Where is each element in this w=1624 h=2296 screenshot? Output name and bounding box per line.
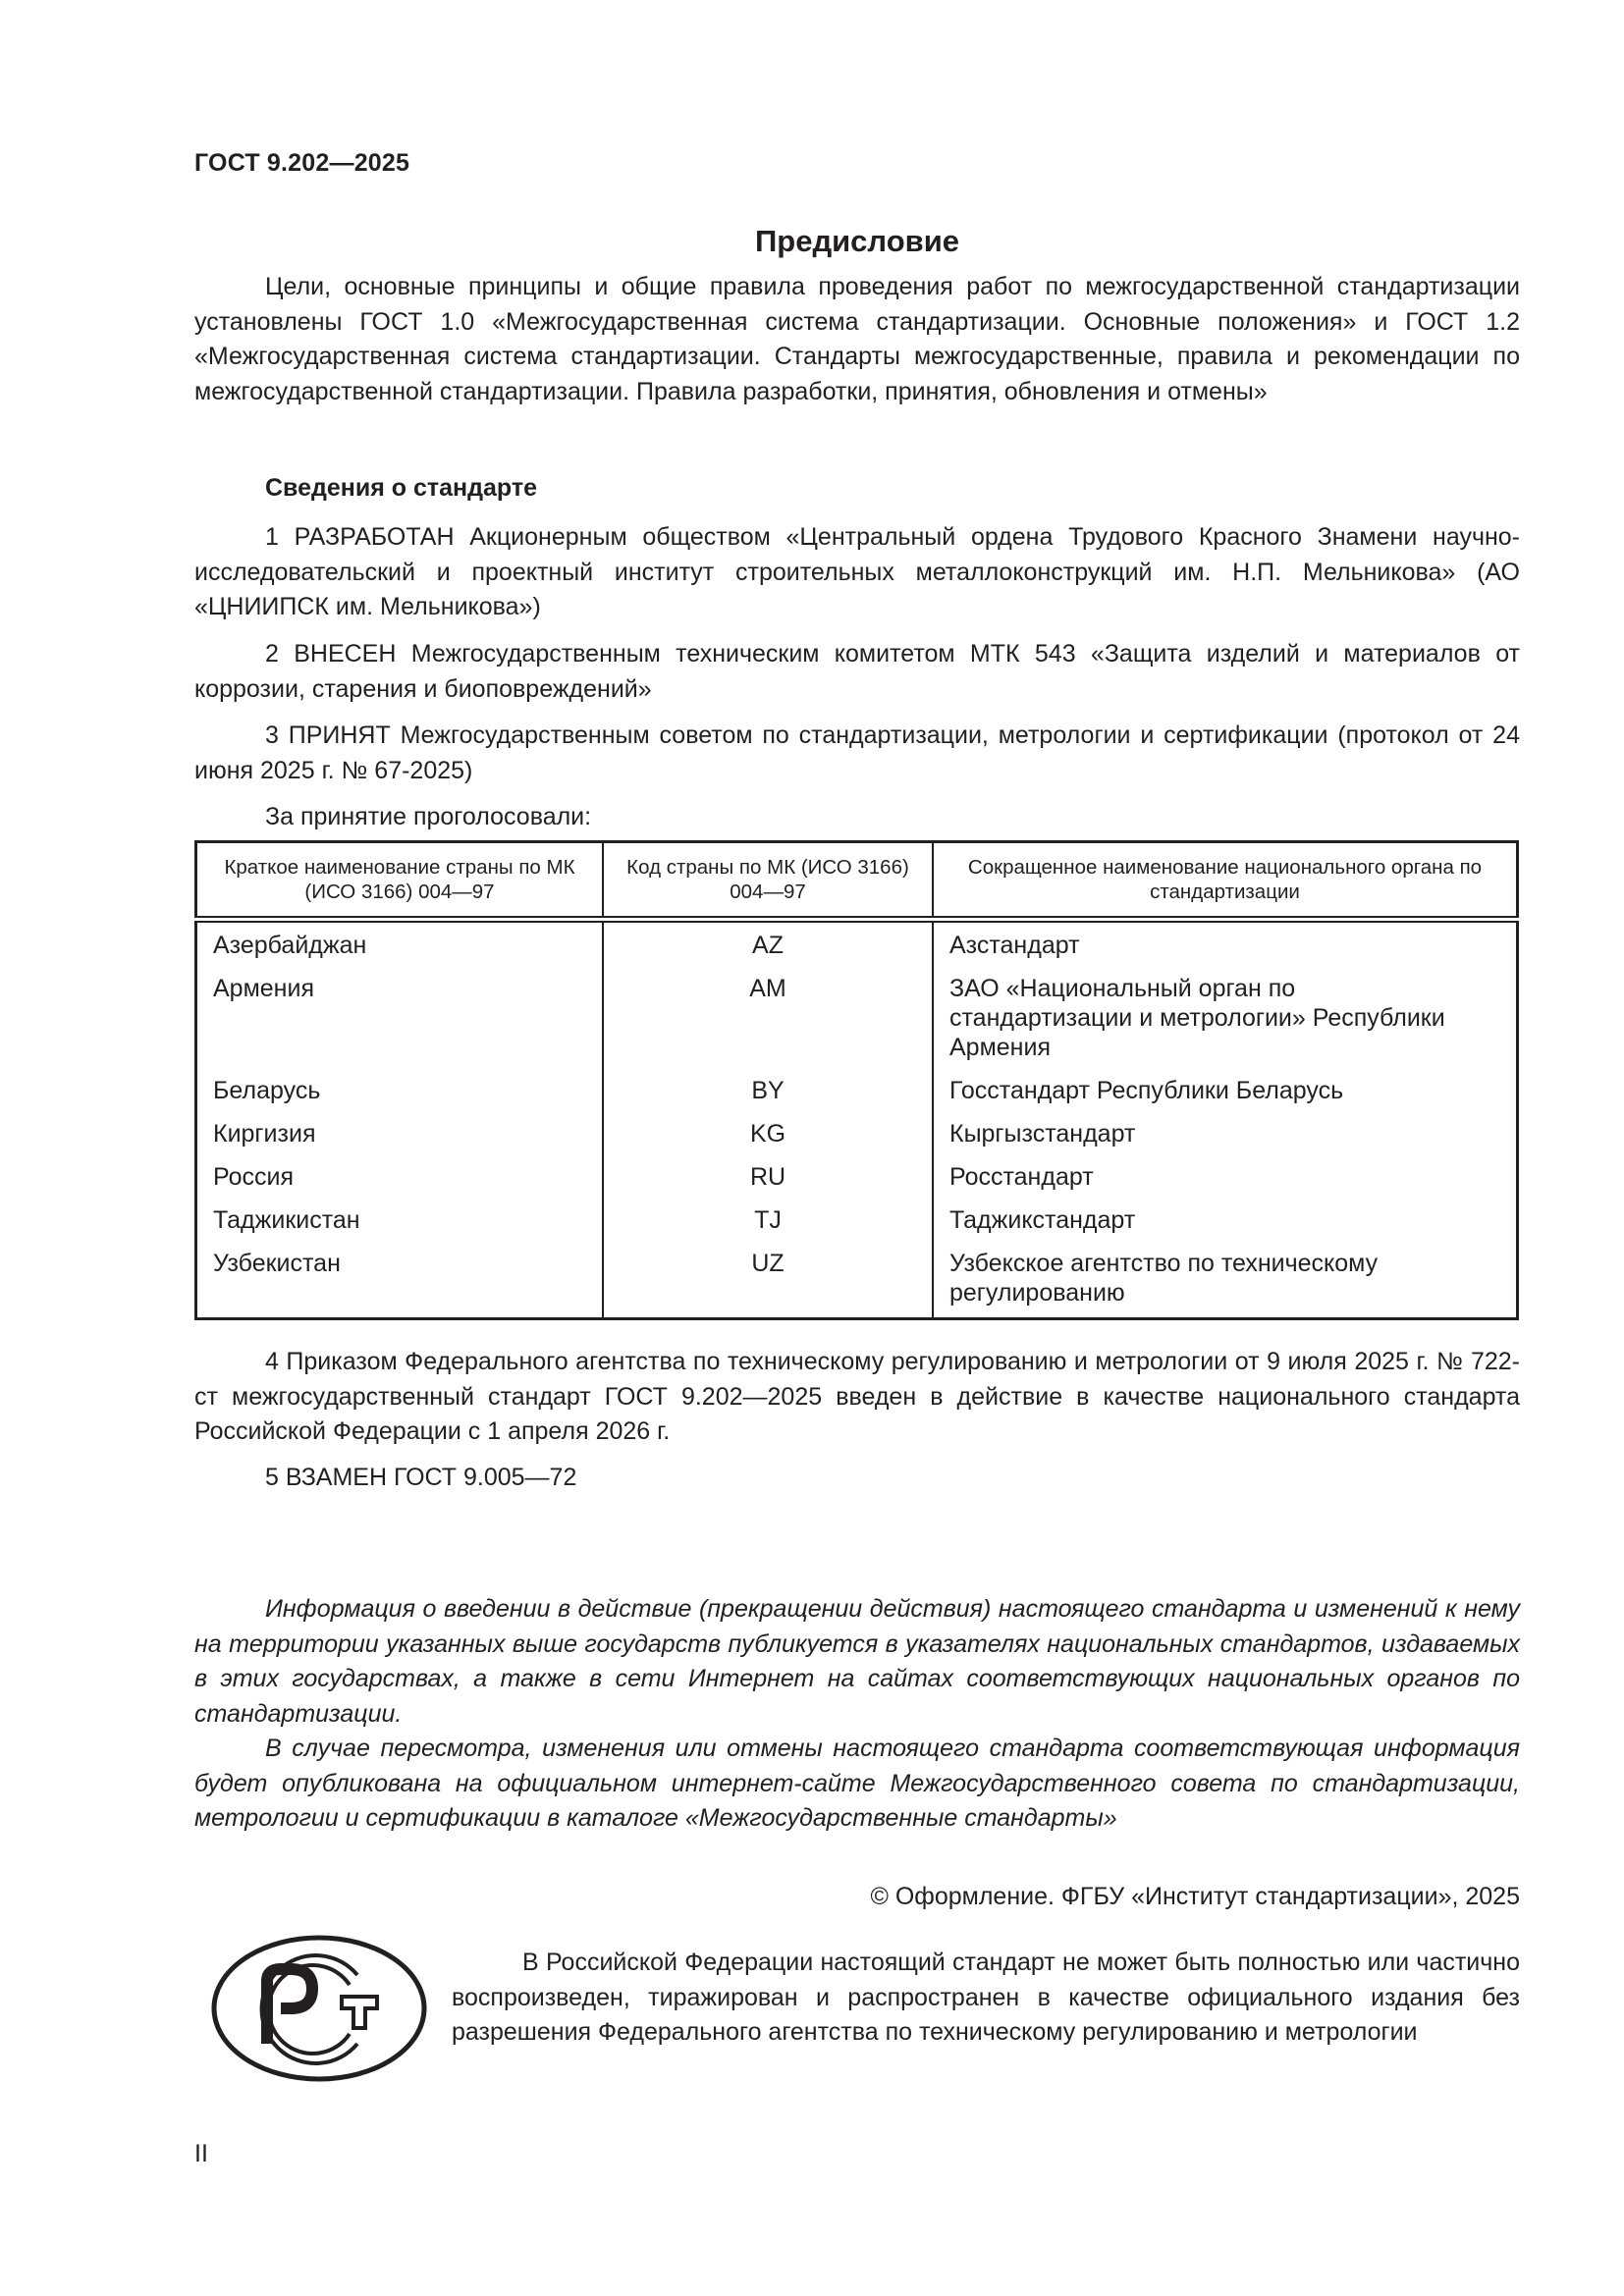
table-row — [196, 1243, 1518, 1319]
cell-code: BY — [603, 1070, 933, 1113]
page-number: II — [194, 2140, 208, 2167]
cell-country: Азербайджан — [213, 932, 367, 959]
intro-paragraph: Цели, основные принципы и общие правила проведения работ по межгосударственной стандартизации установлены ГОСТ 1.0 «Межгосударственная система стандартизации. Основные положения» и ГОСТ 1.2 «Межгосударственная система стандартизации. Стандарты межгосударственные, правила и рекомендации по межгосударственной стандартизации. Правила разработки, принятия, обновления и отмены» — [194, 273, 1520, 405]
cell-country: Беларусь — [213, 1077, 321, 1104]
cell-code: KG — [603, 1113, 933, 1156]
table-row — [196, 1200, 1518, 1243]
item-submitted: 2 ВНЕСЕН Межгосударственным техническим комитетом МТК 543 «Защита изделий и материалов от коррозии, старения и биоповреждений» — [194, 640, 1520, 703]
table-row — [196, 1113, 1518, 1156]
table-row — [196, 968, 1518, 1070]
cell-body: Азстандарт — [933, 920, 1518, 969]
cell-code: AM — [603, 968, 933, 1070]
cell-country: Россия — [213, 1163, 294, 1191]
header-country-code: Код страны по МК (ИСО 3166) 004—97 — [603, 842, 933, 920]
cell-body: Таджикстандарт — [933, 1200, 1518, 1243]
voted-label: За принятие проголосовали: — [265, 803, 592, 830]
cell-body: Госстандарт Республики Беларусь — [933, 1070, 1518, 1113]
table-row — [196, 920, 1518, 969]
notice-paragraph-1: Информация о введении в действие (прекращении действия) настоящего стандарта и изменений к нему на территории указанных выше государств публикуется в указателях национальных стандартов, издаваемых в этих государствах, а также в сети Интернет на сайтах соответствующих национальных органов по стандартизации. — [194, 1595, 1520, 1728]
item-enacted: 4 Приказом Федерального агентства по техническому регулированию и метрологии от 9 июля 2025 г. № 722-ст межгосударственный стандарт ГОСТ 9.202—2025 введен в действие в качестве национального стандарта Российской Федерации с 1 апреля 2026 г. — [194, 1348, 1520, 1445]
notice-paragraph-2: В случае пересмотра, изменения или отмены настоящего стандарта соответствующая информация будет опубликована на официальном интернет-сайте Межгосударственного совета по стандартизации, метрологии и сертификации в каталоге «Межгосударственные стандарты» — [194, 1735, 1520, 1832]
table-header-row — [196, 842, 1518, 920]
cell-code: AZ — [603, 920, 933, 969]
cell-body: Кыргызстандарт — [933, 1113, 1518, 1156]
cell-body: Росстандарт — [933, 1156, 1518, 1200]
cell-country: Таджикистан — [213, 1206, 360, 1234]
table-row — [196, 1156, 1518, 1200]
item-replaces: 5 ВЗАМЕН ГОСТ 9.005—72 — [265, 1464, 577, 1491]
cell-country: Армения — [213, 975, 314, 1002]
cell-country: Киргизия — [213, 1120, 316, 1148]
cell-body — [933, 968, 1518, 1070]
header-country-name: Краткое наименование страны по МК (ИСО 3166) 004—97 — [224, 856, 575, 903]
item-developed: 1 РАЗРАБОТАН Акционерным обществом «Центральный ордена Трудового Красного Знамени научно-исследовательский и проектный институт строительных металлоконструкций им. Н.П. Мельникова» (АО «ЦНИИПСК им. Мельникова») — [194, 523, 1520, 620]
copyright-notice: © Оформление. ФГБУ «Институт стандартизации», 2025 — [870, 1883, 1520, 1910]
cell-body-text: ЗАО «Национальный орган по стандартизации и метрологии» Республики Армения — [949, 975, 1445, 1061]
cell-code: UZ — [603, 1243, 933, 1319]
item-adopted: 3 ПРИНЯТ Межгосударственным советом по стандартизации, метрологии и сертификации (протокол от 24 июня 2025 г. № 67-2025) — [194, 721, 1520, 784]
cell-body-text: Узбекское агентство по техническому регулированию — [949, 1250, 1379, 1307]
document-code: ГОСТ 9.202—2025 — [194, 149, 410, 177]
info-heading: Сведения о стандарте — [265, 474, 538, 502]
table-row — [196, 1070, 1518, 1113]
cell-country: Узбекистан — [213, 1250, 341, 1277]
cell-code: RU — [603, 1156, 933, 1200]
cell-code: TJ — [603, 1200, 933, 1243]
gost-r-certification-mark-icon — [210, 1934, 428, 2083]
header-national-body: Сокращенное наименование национального органа по стандартизации — [933, 842, 1518, 920]
page-title: Предисловие — [754, 224, 959, 258]
cell-body — [933, 1243, 1518, 1319]
rights-notice: В Российской Федерации настоящий стандарт не может быть полностью или частично воспроизведен, тиражирован и распространен в качестве официального издания без разрешения Федерального агентства по техническому регулированию и метрологии — [452, 1949, 1520, 2046]
voting-table — [194, 840, 1519, 1320]
